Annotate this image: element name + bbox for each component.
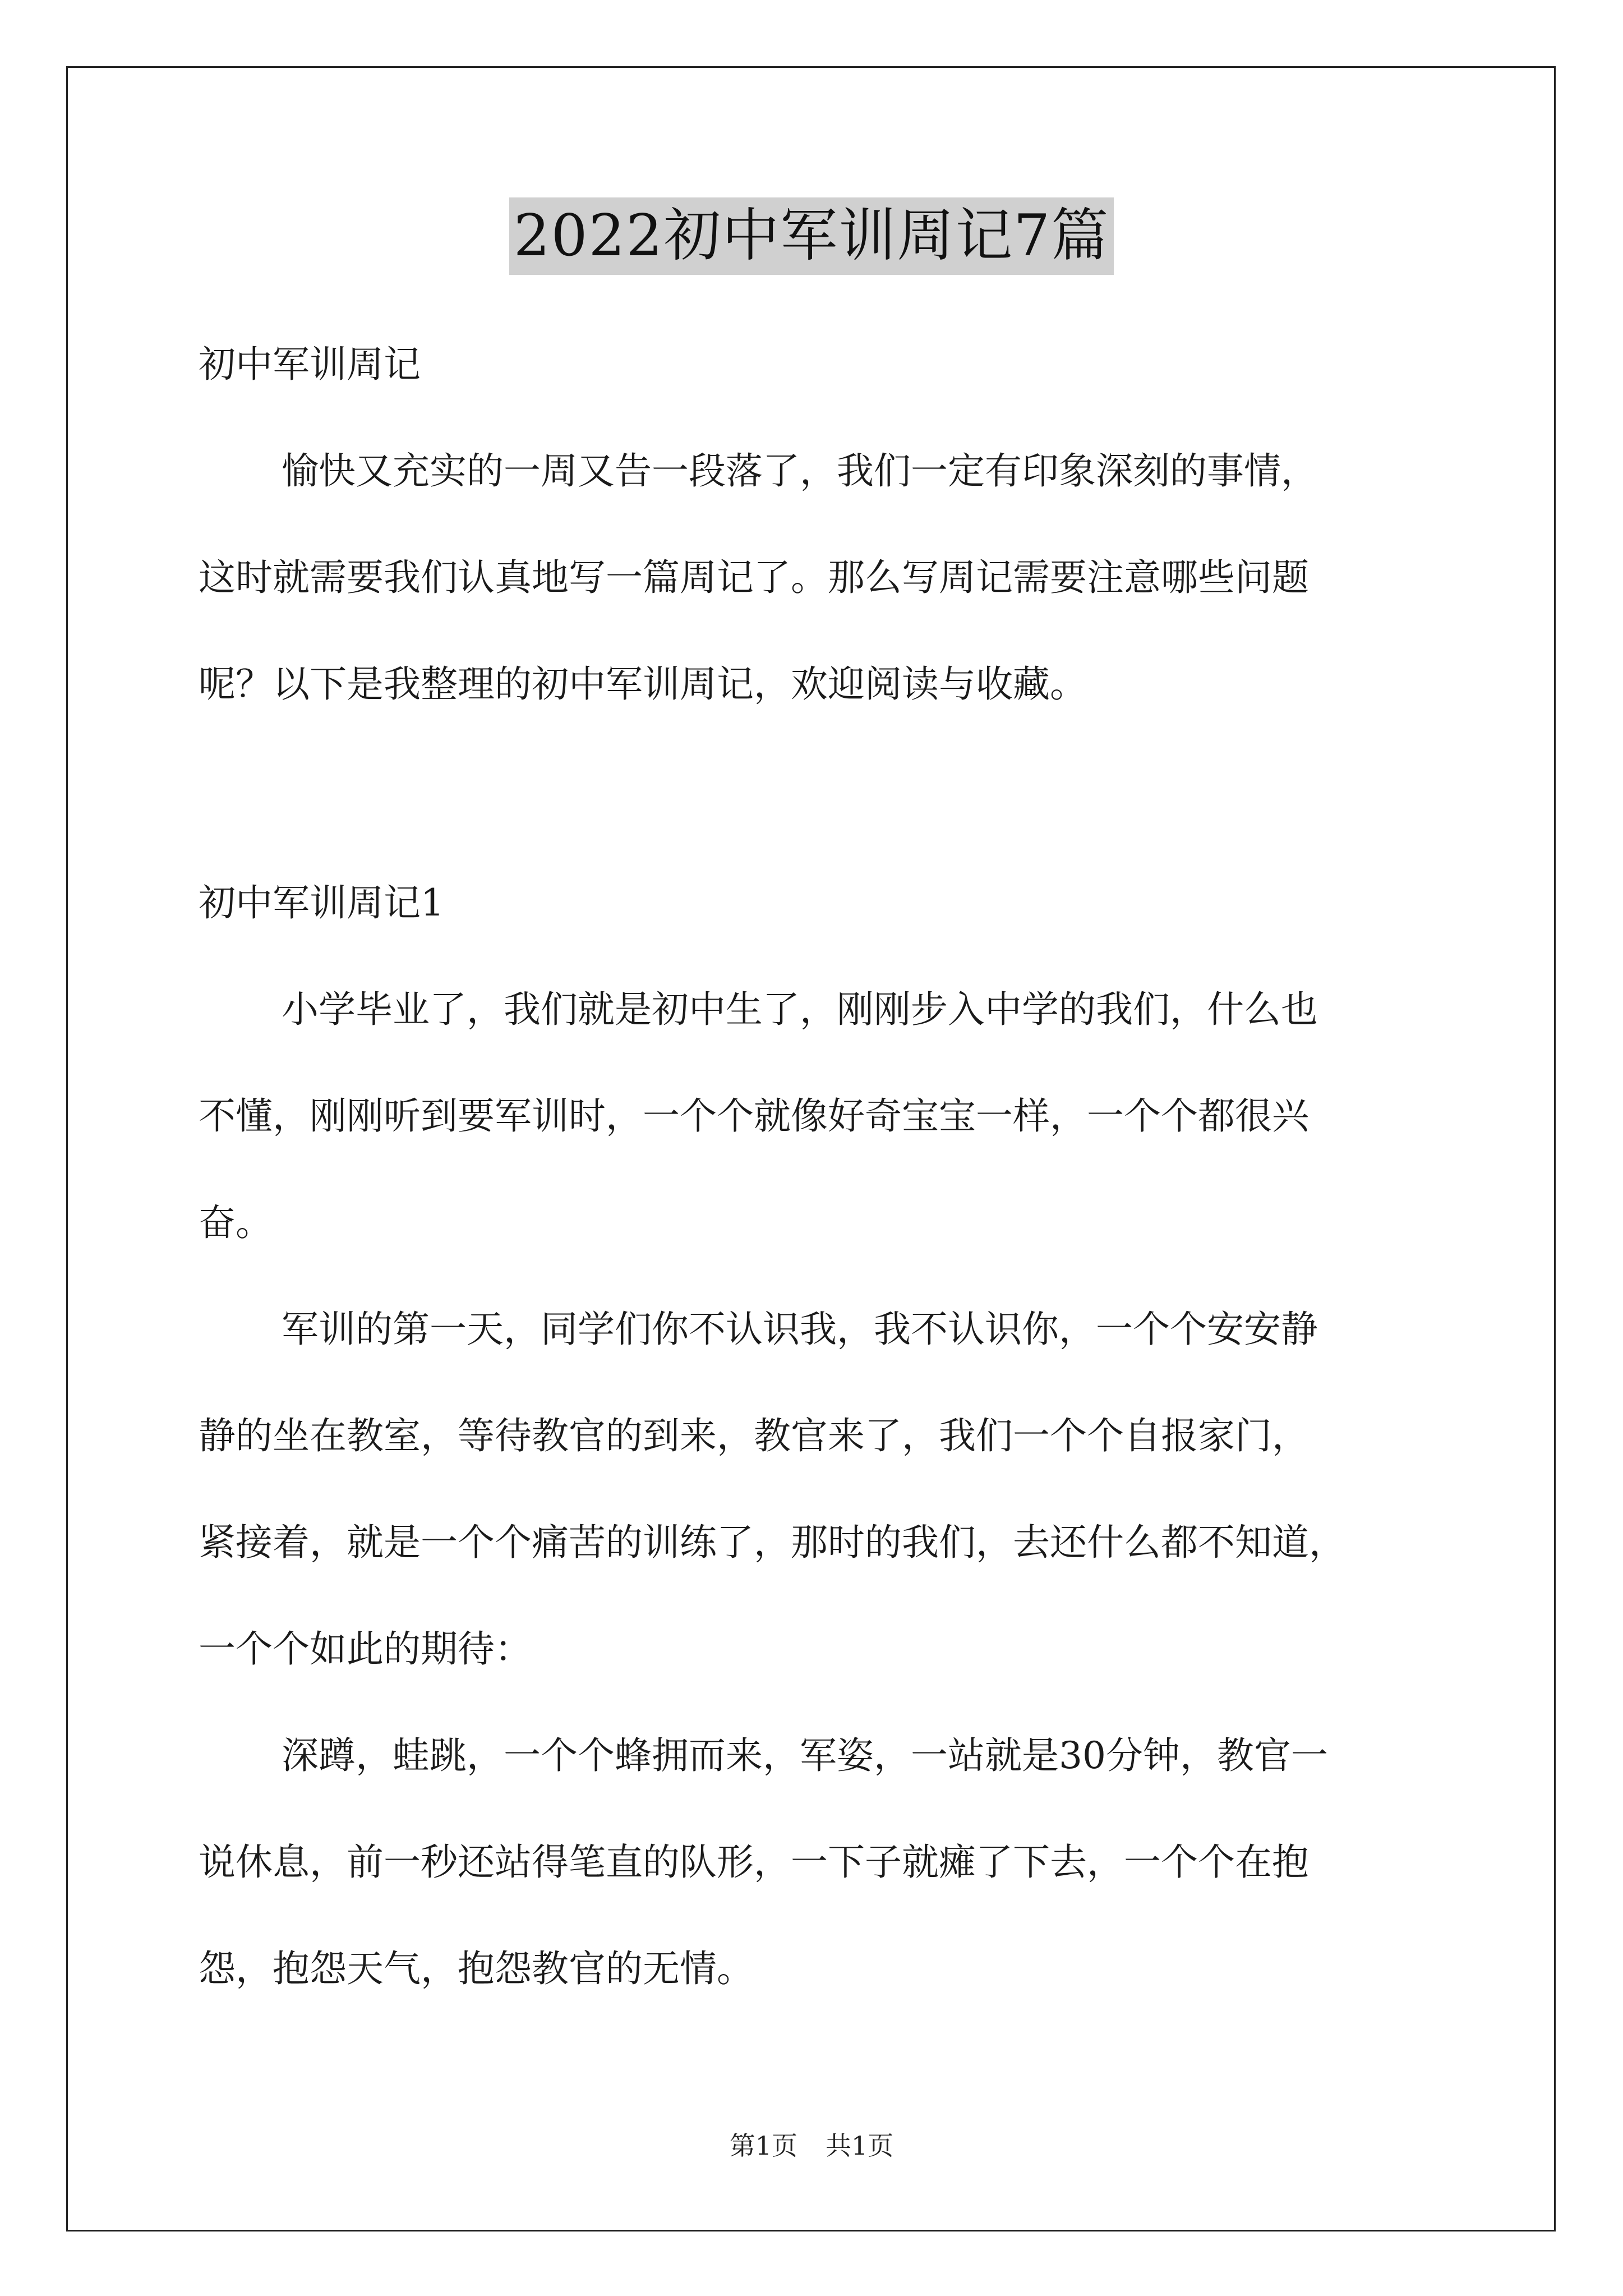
section-heading	[199, 875, 1427, 931]
paragraph-line: 呢？以下是我整理的初中军训周记，欢迎阅读与收藏。	[199, 662, 1087, 706]
paragraph-continued	[199, 1408, 1427, 1464]
page-footer	[0, 2129, 1623, 2162]
paragraph-continued	[199, 1941, 1427, 1997]
title-container	[0, 197, 1623, 275]
paragraph-line: 深蹲，蛙跳，一个个蜂拥而来，军姿，一站就是30分钟，教官一	[282, 1734, 1328, 1777]
document-title: 2022初中军训周记7篇	[509, 197, 1114, 275]
paragraph-line: 一个个如此的期待：	[199, 1627, 532, 1671]
paragraph-line: 愉快又充实的一周又告一段落了，我们一定有印象深刻的事情，	[282, 449, 1318, 493]
paragraph-continued	[199, 1834, 1427, 1890]
page-number-total: 共1页	[826, 2131, 894, 2161]
paragraph-line: 奋。	[199, 1201, 273, 1244]
paragraph-line: 说休息，前一秒还站得笔直的队形，一下子就瘫了下去，一个个在抱	[199, 1841, 1309, 1884]
paragraph-line: 小学毕业了，我们就是初中生了，刚刚步入中学的我们，什么也	[282, 988, 1318, 1031]
paragraph-line: 紧接着，就是一个个痛苦的训练了，那时的我们，去还什么都不知道，	[199, 1521, 1346, 1564]
paragraph-line: 怨，抱怨天气，抱怨教官的无情。	[199, 1947, 754, 1990]
paragraph-continued	[199, 1515, 1427, 1571]
paragraph	[199, 1301, 1427, 1358]
paragraph-continued	[199, 1621, 1427, 1677]
paragraph	[199, 1728, 1427, 1784]
paragraph-line: 静的坐在教室，等待教官的到来，教官来了，我们一个个自报家门，	[199, 1414, 1309, 1457]
section-heading-text: 初中军训周记	[199, 343, 421, 386]
paragraph-line: 军训的第一天，同学们你不认识我，我不认识你，一个个安安静	[282, 1308, 1318, 1351]
section-heading	[199, 337, 1427, 393]
paragraph	[199, 982, 1427, 1038]
page-number-current: 第1页	[729, 2131, 797, 2161]
section-heading-text: 初中军训周记1	[199, 881, 444, 924]
paragraph-line: 这时就需要我们认真地写一篇周记了。那么写周记需要注意哪些问题	[199, 556, 1309, 599]
paragraph	[199, 443, 1427, 550]
paragraph-continued	[199, 1088, 1427, 1144]
paragraph-continued	[199, 550, 1427, 606]
paragraph-line: 不懂，刚刚听到要军训时，一个个就像好奇宝宝一样，一个个都很兴	[199, 1094, 1309, 1138]
paragraph-continued	[199, 1195, 1427, 1251]
paragraph-continued	[199, 656, 1427, 712]
